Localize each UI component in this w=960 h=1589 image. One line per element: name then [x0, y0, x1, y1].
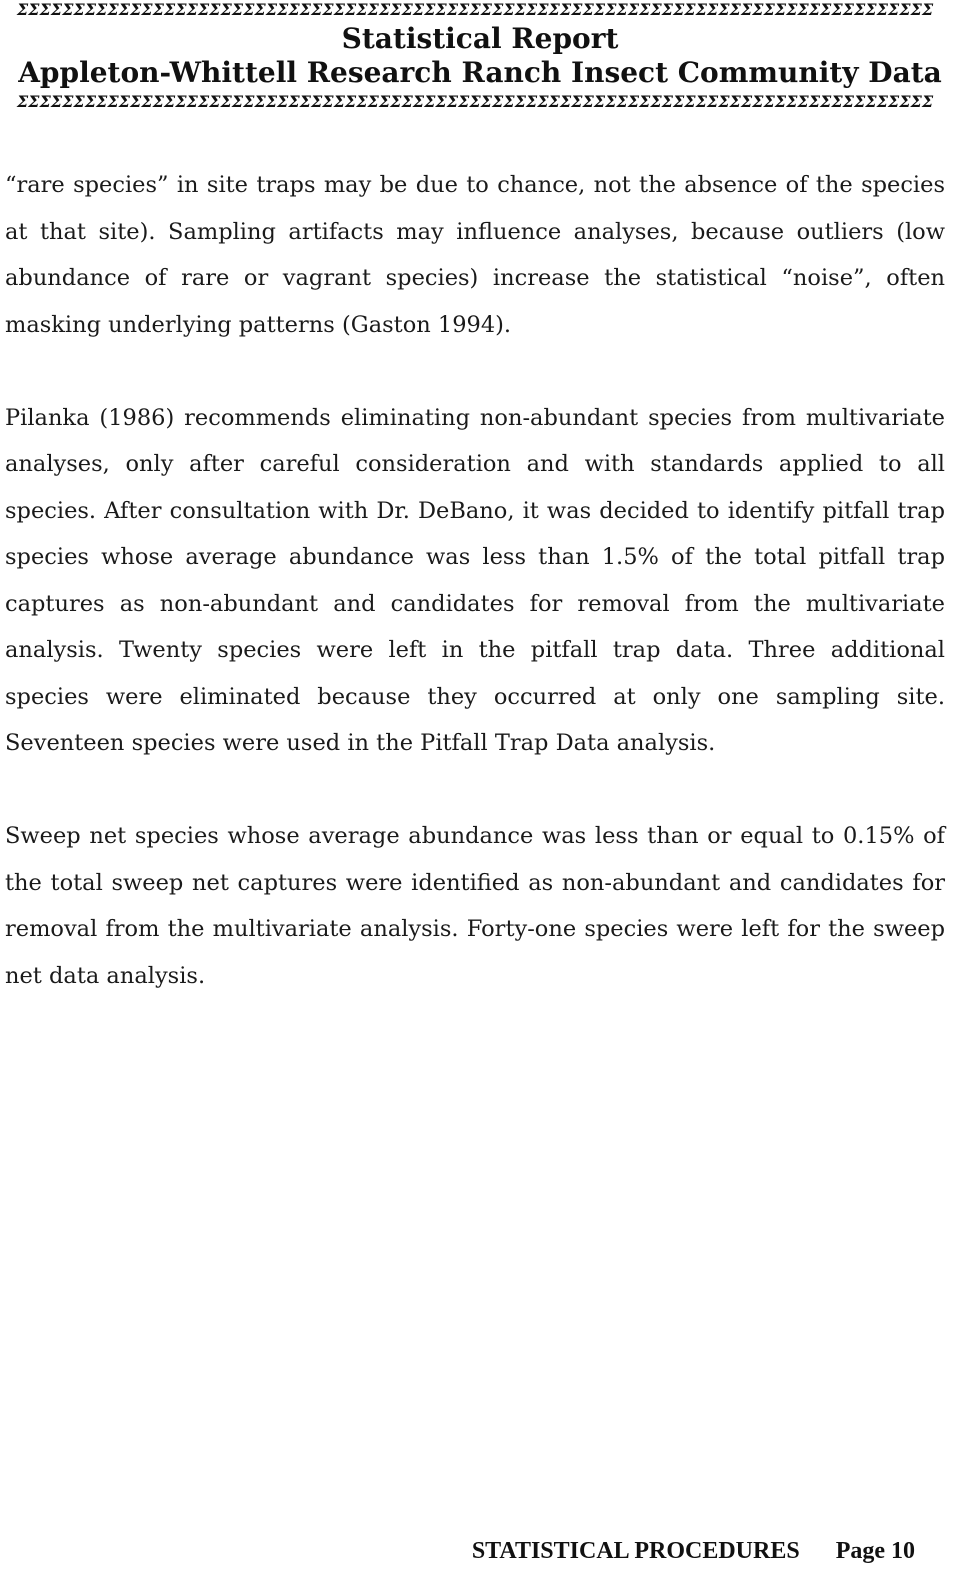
header-ornament-bottom: ΣΣΣΣΣΣΣΣΣΣΣΣΣΣΣΣΣΣΣΣΣΣΣΣΣΣΣΣΣΣΣΣΣΣΣΣΣΣΣΣΣΣΣΣΣΣΣΣΣΣΣΣΣΣΣΣΣΣΣΣΣΣΣΣΣΣΣΣΣΣΣΣΣΣΣΣΣΣΣΣΣ	[16, 92, 934, 111]
report-subtitle: Appleton-Whittell Research Ranch Insect Community Data	[18, 56, 942, 89]
footer-section-title: STATISTICAL PROCEDURES	[471, 1538, 800, 1564]
page-header	[0, 0, 960, 112]
paragraph-rare-species: “rare species” in site traps may be due to chance, not the absence of the species at that site). Sampling artifacts may influence analyses, because outliers (low abundance of rare or vagrant species) increase the statistical “noise”, often masking underlying patterns (Gaston 1994).	[5, 172, 945, 338]
body-text	[5, 162, 945, 999]
report-title: Statistical Report	[341, 22, 619, 55]
page-footer	[0, 1536, 915, 1566]
footer-page-number: Page 10	[835, 1538, 915, 1564]
paragraph-sweep-net: Sweep net species whose average abundance was less than or equal to 0.15% of the total sweep net captures were identified as non-abundant and candidates for removal from the multivariate analysis. Forty-one species were left for the sweep net data analysis.	[5, 823, 945, 989]
header-ornament-top: ΣΣΣΣΣΣΣΣΣΣΣΣΣΣΣΣΣΣΣΣΣΣΣΣΣΣΣΣΣΣΣΣΣΣΣΣΣΣΣΣΣΣΣΣΣΣΣΣΣΣΣΣΣΣΣΣΣΣΣΣΣΣΣΣΣΣΣΣΣΣΣΣΣΣΣΣΣΣΣΣΣ	[16, 0, 934, 19]
paragraph-pitfall-trap: Pilanka (1986) recommends eliminating non-abundant species from multivariate analyses, only after careful consideration and with standards applied to all species. After consultation with Dr. DeBano, it was decided to identify pitfall trap species whose average abundance was less than 1.5% of the total pitfall trap captures as non-abundant and candidates for removal from the multivariate analysis. Twenty species were left in the pitfall trap data. Three additional species were eliminated because they occurred at only one sampling site. Seventeen species were used in the Pitfall Trap Data analysis.	[5, 404, 945, 756]
